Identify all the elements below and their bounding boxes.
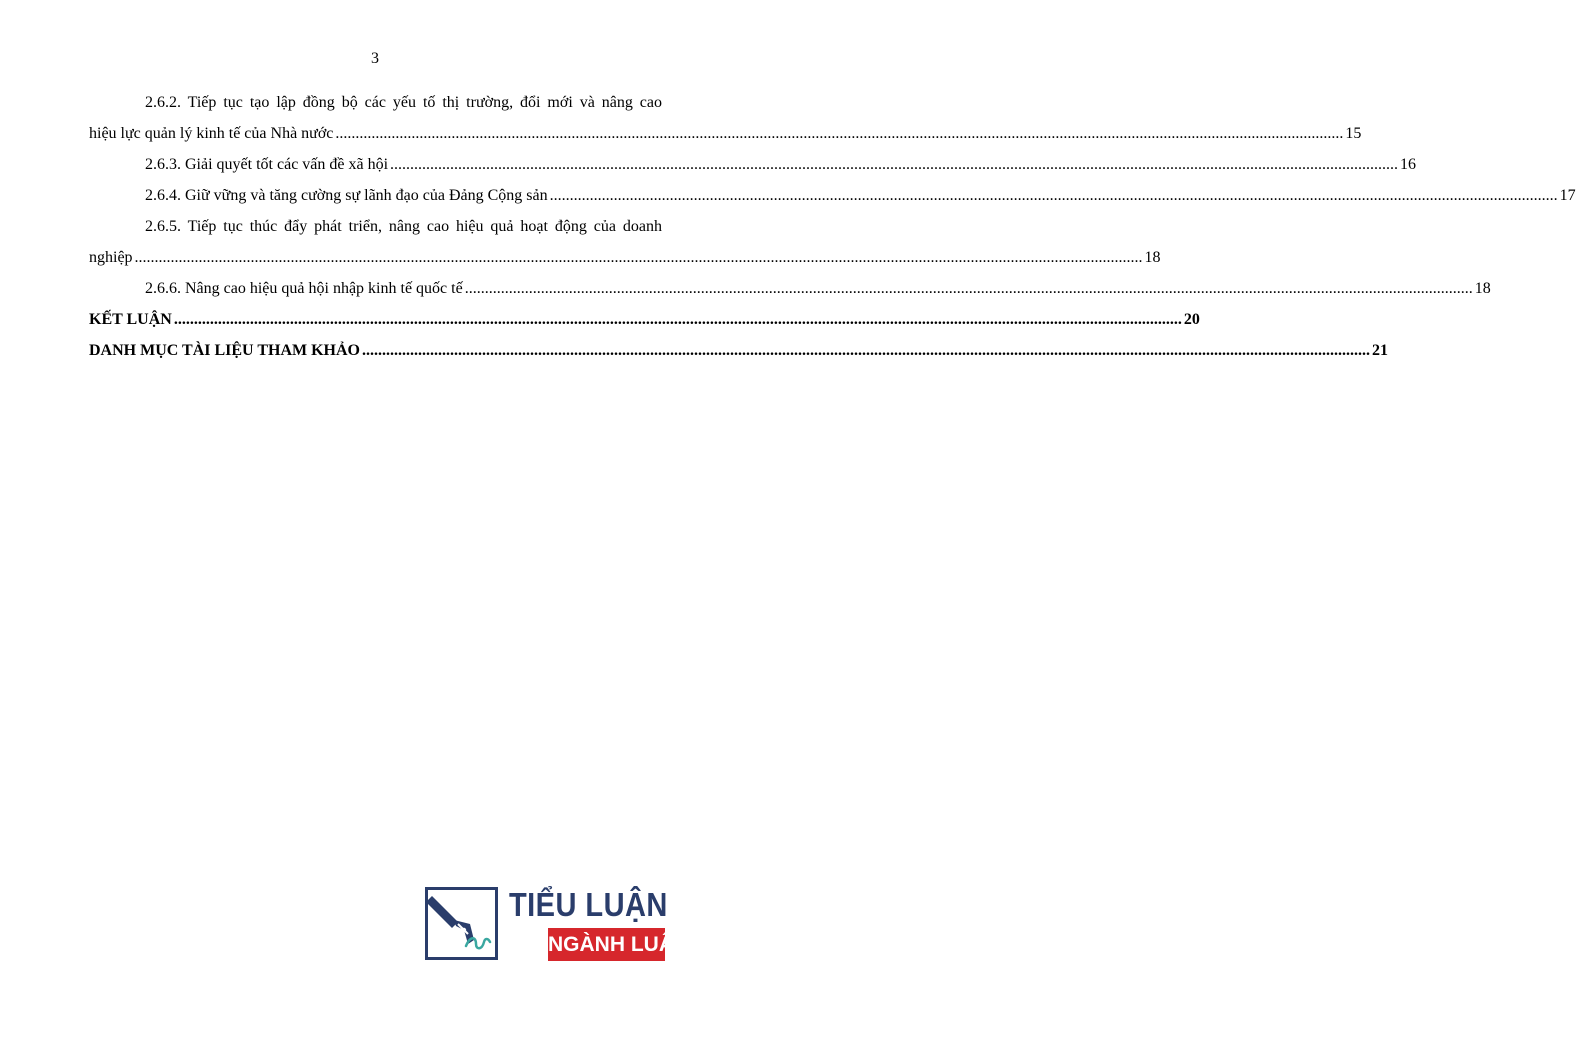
toc-entry-ket-luan[interactable]	[89, 310, 1200, 330]
dot-leader	[174, 310, 1182, 330]
logo-emblem	[425, 887, 498, 960]
toc-entry-2-6-3[interactable]	[145, 155, 1417, 175]
toc-entry-text: nghiệp	[89, 249, 133, 266]
toc-entry-page: 15	[1345, 125, 1362, 142]
toc-entry-danh-muc-tai-lieu[interactable]	[89, 341, 1388, 361]
toc-entry-2-6-2-line1: 2.6.2. Tiếp tục tạo lập đồng bộ các yếu tố thị trường, đổi mới và nâng cao	[145, 94, 662, 111]
toc-entry-2-6-5-line1: 2.6.5. Tiếp tục thúc đẩy phát triển, nâng cao hiệu quả hoạt động của doanh	[145, 218, 662, 235]
dot-leader	[362, 341, 1370, 361]
toc-entry-text: 2.6.4. Giữ vững và tăng cường sự lãnh đạo của Đảng Cộng sản	[145, 187, 548, 204]
page-number: 3	[371, 50, 379, 67]
toc-entry-page: 17	[1559, 187, 1576, 204]
toc-entry-page: 20	[1183, 311, 1200, 328]
toc-entry-2-6-4[interactable]	[145, 186, 1576, 206]
dot-leader	[390, 155, 1398, 175]
toc-entry-page: 21	[1371, 342, 1388, 359]
logo-title: TIỂU LUẬN	[509, 886, 668, 923]
logo-subtitle-badge: NGÀNH LUẬT	[548, 928, 665, 961]
toc-entry-text: 2.6.6. Nâng cao hiệu quả hội nhập kinh tế quốc tế	[145, 280, 463, 297]
toc-entry-page: 16	[1400, 156, 1417, 173]
toc-entry-page: 18	[1474, 280, 1491, 297]
dot-leader	[335, 124, 1343, 144]
brand-logo	[425, 886, 687, 965]
fountain-pen-nib-icon	[428, 890, 495, 957]
toc-entry-page: 18	[1144, 249, 1161, 266]
toc-entry-text: 2.6.3. Giải quyết tốt các vấn đề xã hội	[145, 156, 389, 173]
dot-leader	[135, 248, 1143, 268]
toc-entry-text: KẾT LUẬN	[89, 311, 172, 328]
toc-entry-text: hiệu lực quản lý kinh tế của Nhà nước	[89, 125, 334, 142]
toc-entry-2-6-2[interactable]	[89, 124, 1362, 144]
toc-entry-text: DANH MỤC TÀI LIỆU THAM KHẢO	[89, 342, 360, 359]
dot-leader	[465, 279, 1473, 299]
toc-entry-2-6-6[interactable]	[145, 279, 1491, 299]
toc-entry-2-6-5[interactable]	[89, 248, 1161, 268]
dot-leader	[550, 186, 1558, 206]
